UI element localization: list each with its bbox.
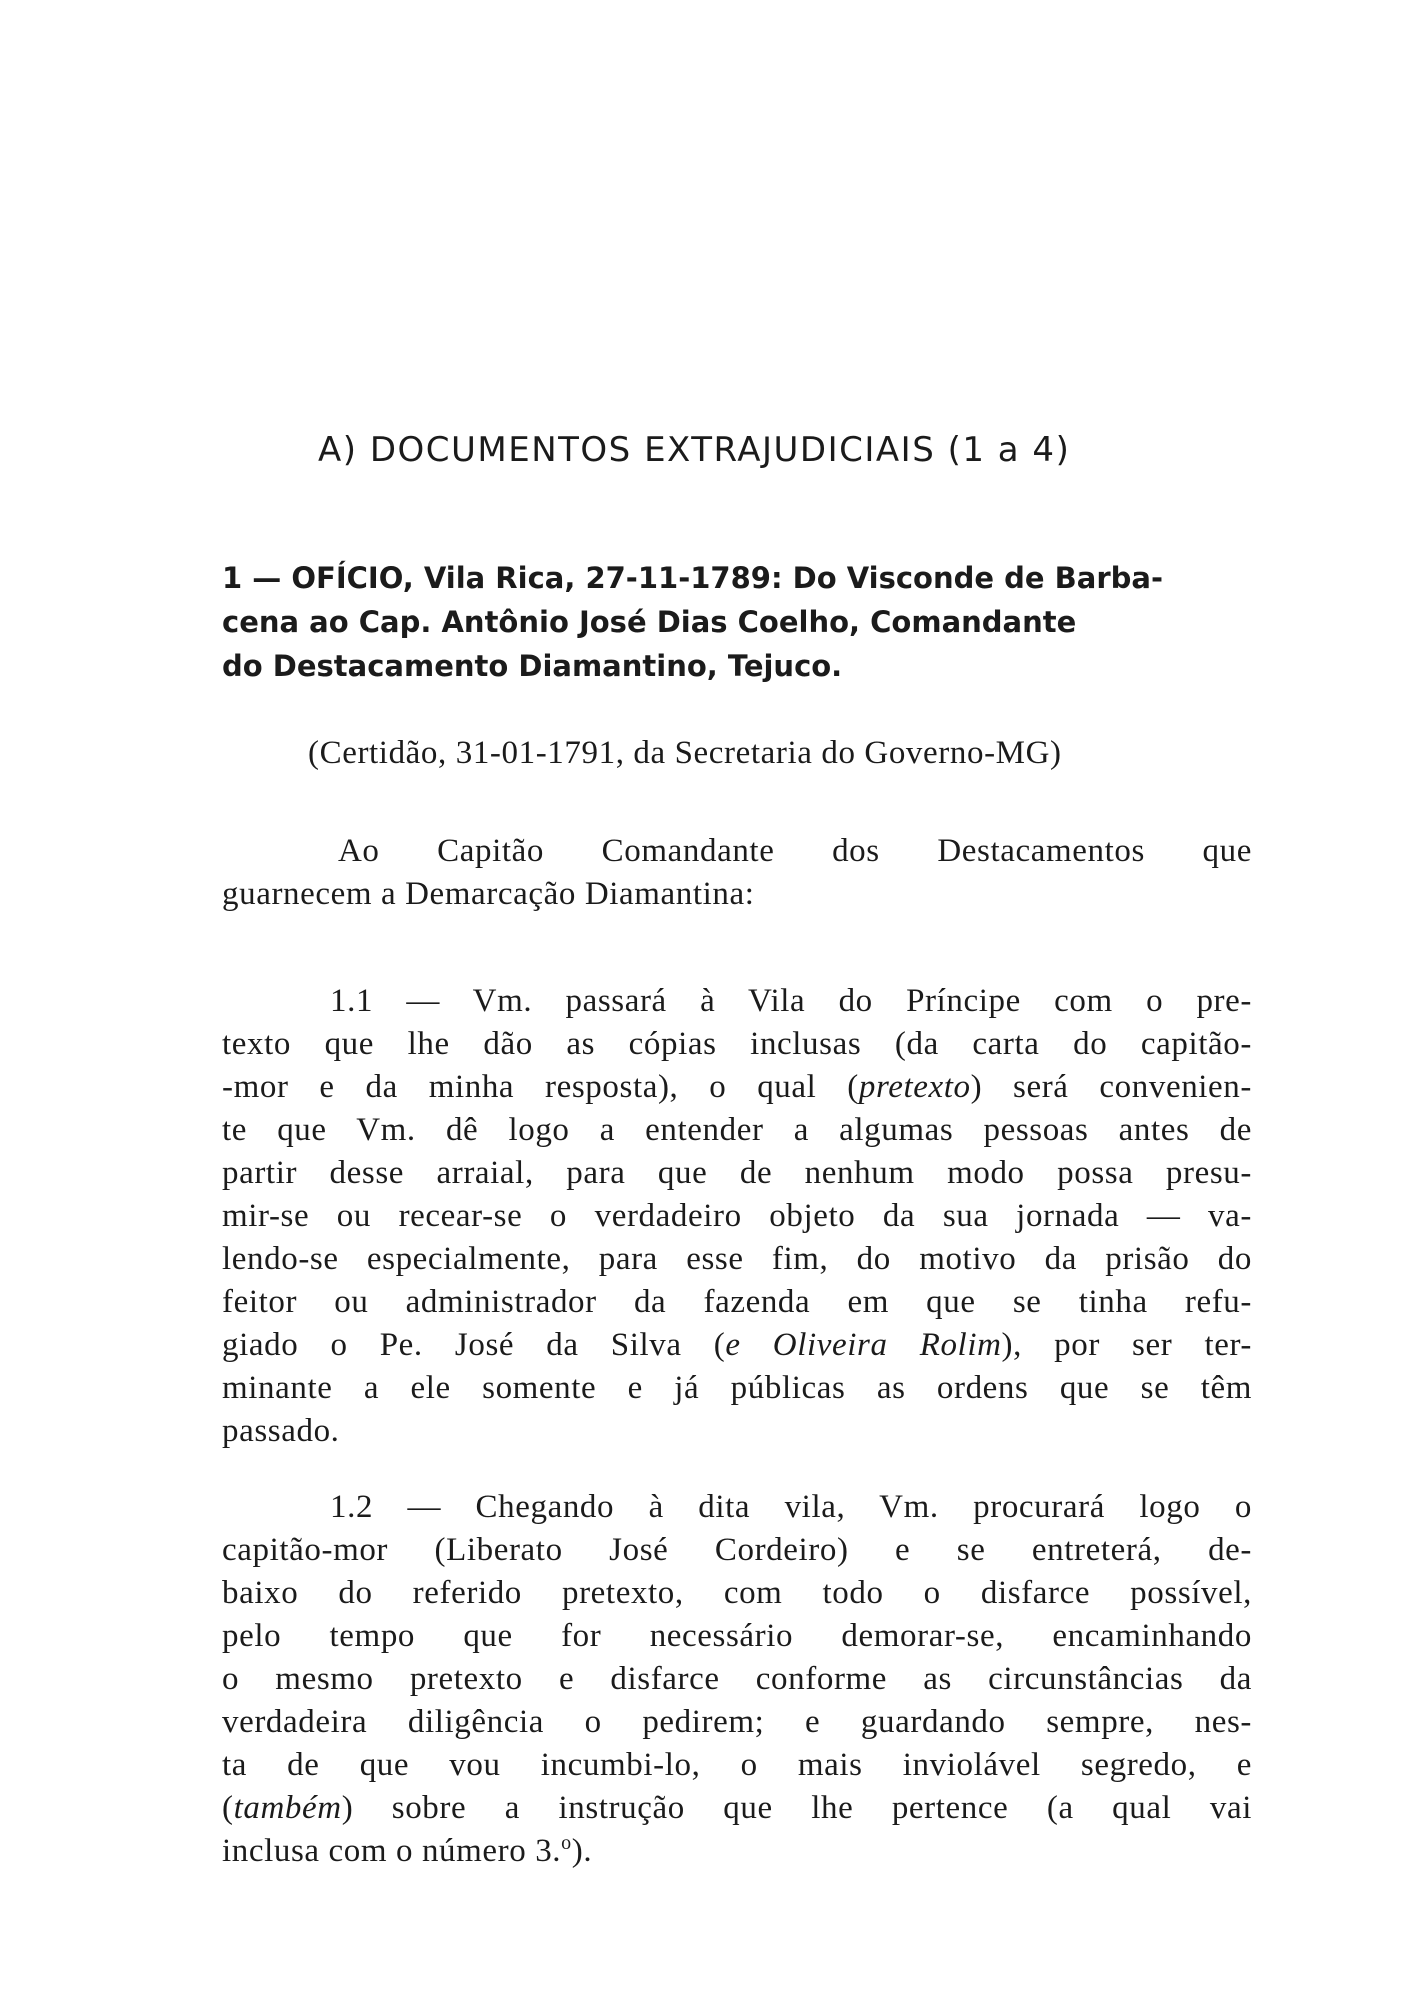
- paragraph-line: texto que lhe dão as cópias inclusas (da carta do capitão-: [222, 1026, 1252, 1062]
- paragraph-line: [222, 1066, 1252, 1109]
- text-run: giado o Pe. José da Silva (: [222, 1327, 726, 1363]
- paragraph-line: [222, 1787, 1252, 1830]
- paragraph-line: lendo-se especialmente, para esse fim, do motivo da prisão do: [222, 1241, 1252, 1277]
- text-run: ) sobre a instrução que lhe pertence (a qual vai: [341, 1790, 1252, 1826]
- document-header-line: 1 — OFÍCIO, Vila Rica, 27-11-1789: Do Visconde de Barba-: [222, 561, 1164, 595]
- addressee-line: Ao Capitão Comandante dos Destacamentos que: [338, 833, 1252, 869]
- paragraph-line: o mesmo pretexto e disfarce conforme as circunstâncias da: [222, 1661, 1252, 1697]
- paragraph-1-2: [222, 1486, 1252, 1873]
- paragraph-line: 1.2 — Chegando à dita vila, Vm. procurará logo o: [330, 1489, 1252, 1525]
- document-header-line: do Destacamento Diamantino, Tejuco.: [222, 649, 843, 683]
- paragraph-line: mir-se ou recear-se o verdadeiro objeto da sua jornada — va-: [222, 1198, 1252, 1234]
- paragraph-line: partir desse arraial, para que de nenhum modo possa presu-: [222, 1155, 1252, 1191]
- document-header-line: cena ao Cap. Antônio José Dias Coelho, Comandante: [222, 605, 1077, 639]
- paragraph-line: [222, 1324, 1252, 1367]
- addressee-line: guarnecem a Demarcação Diamantina:: [222, 876, 755, 912]
- certification-note: (Certidão, 31-01-1791, da Secretaria do Governo-MG): [308, 735, 1062, 771]
- ordinal-indicator: o: [561, 1832, 572, 1854]
- paragraph-line: 1.1 — Vm. passará à Vila do Príncipe com o pre-: [330, 983, 1252, 1019]
- document-header: [222, 556, 1252, 688]
- text-run: ) será convenien-: [970, 1069, 1252, 1105]
- text-run: ), por ser ter-: [1001, 1327, 1253, 1363]
- text-run: (: [222, 1790, 234, 1826]
- paragraph-line: feitor ou administrador da fazenda em que se tinha refu-: [222, 1284, 1252, 1320]
- italic-text: pretexto: [858, 1069, 971, 1105]
- paragraph-line: te que Vm. dê logo a entender a algumas pessoas antes de: [222, 1112, 1252, 1148]
- text-run: inclusa com o número 3.: [222, 1833, 562, 1869]
- paragraph-line: pelo tempo que for necessário demorar-se, encaminhando: [222, 1618, 1252, 1654]
- paragraph-1-1: [222, 980, 1252, 1453]
- paragraph-line: passado.: [222, 1413, 340, 1449]
- paragraph-line: ta de que vou incumbi-lo, o mais inviolável segredo, e: [222, 1747, 1252, 1783]
- text-run: ).: [571, 1833, 593, 1869]
- paragraph-line: [222, 1830, 1252, 1873]
- section-title: A) DOCUMENTOS EXTRAJUDICIAIS (1 a 4): [318, 430, 1071, 470]
- paragraph-line: baixo do referido pretexto, com todo o disfarce possível,: [222, 1575, 1252, 1611]
- italic-text: e Oliveira Rolim: [725, 1327, 1002, 1363]
- addressee: [222, 830, 1252, 916]
- text-run: -mor e da minha resposta), o qual (: [222, 1069, 859, 1105]
- paragraph-line: verdadeira diligência o pedirem; e guardando sempre, nes-: [222, 1704, 1252, 1740]
- paragraph-line: minante a ele somente e já públicas as ordens que se têm: [222, 1370, 1252, 1406]
- italic-text: também: [233, 1790, 342, 1826]
- paragraph-line: capitão-mor (Liberato José Cordeiro) e se entreterá, de-: [222, 1532, 1252, 1568]
